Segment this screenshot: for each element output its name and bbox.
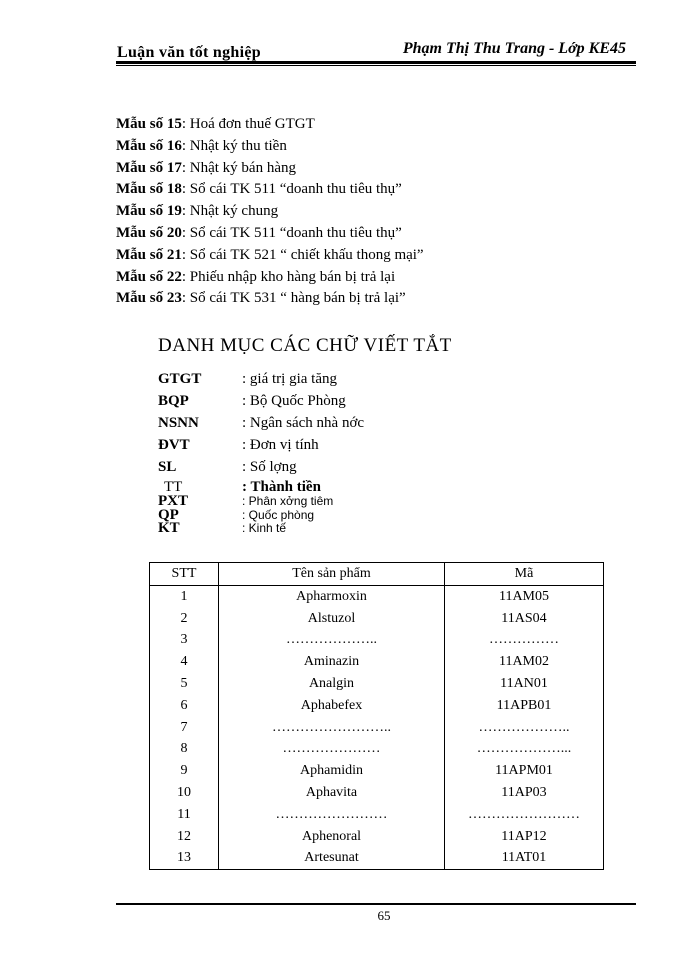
abbreviation-list — [158, 368, 364, 478]
cell-stt: 11 — [150, 804, 219, 826]
abbreviation-term: KT — [158, 520, 180, 536]
form-list-item — [116, 136, 424, 158]
form-title: : Sổ cái TK 511 “doanh thu tiêu thụ” — [181, 224, 402, 241]
cell-code: ………………... — [445, 738, 604, 760]
abbreviation-row — [158, 456, 364, 478]
cell-code: 11AM02 — [445, 651, 604, 673]
form-list-item — [116, 223, 424, 245]
cell-stt: 2 — [150, 608, 219, 630]
abbreviation-term: QP — [158, 506, 179, 523]
table-row — [150, 804, 604, 826]
form-list-item — [116, 245, 424, 267]
abbreviation-definition: : Phân xởng tiêm — [242, 494, 334, 508]
abbreviation-term: PXT — [158, 493, 188, 509]
abbreviation-row — [158, 368, 364, 390]
page-number: 65 — [377, 908, 391, 923]
form-title: : Sổ cái TK 531 “ hàng bán bị trả lại” — [181, 290, 406, 307]
cell-code: 11AP03 — [445, 782, 604, 804]
header-thesis-label: Luận văn tốt nghiệp — [117, 44, 261, 61]
form-number: Mẫu số 15 — [116, 116, 182, 132]
table-row — [150, 717, 604, 739]
abbreviation-term: ĐVT — [158, 437, 190, 453]
form-number: Mẫu số 17 — [116, 159, 182, 176]
column-header-product-name: Tên sản phẩm — [219, 563, 445, 586]
table-row — [150, 629, 604, 651]
form-list-item — [116, 201, 424, 223]
form-number: Mẫu số 19 — [116, 203, 182, 220]
cell-product-name: …………………….. — [219, 717, 445, 739]
form-number: Mẫu số 22 — [116, 268, 182, 285]
cell-product-name: Analgin — [219, 673, 445, 695]
table-row — [150, 738, 604, 760]
cell-product-name: Apharmoxin — [219, 585, 445, 607]
cell-product-name: Alstuzol — [219, 608, 445, 630]
abbreviation-term: NSNN — [158, 415, 199, 431]
form-number: Mẫu số 16 — [116, 137, 182, 154]
cell-product-name: Aphabefex — [219, 695, 445, 717]
cell-product-name: Aminazin — [219, 651, 445, 673]
header-divider — [116, 61, 636, 66]
table-row — [150, 826, 604, 848]
form-number: Mẫu số 18 — [116, 181, 182, 198]
abbreviation-title: DANH MỤC CÁC CHỮ VIẾT TẮT — [158, 335, 452, 356]
cell-code: 11AM05 — [445, 585, 604, 607]
abbreviation-definition: : Quốc phòng — [242, 507, 315, 522]
cell-stt: 7 — [150, 717, 219, 739]
cell-product-name: ………………… — [219, 738, 445, 760]
table-row — [150, 673, 604, 695]
table-row — [150, 651, 604, 673]
footer-divider — [116, 903, 636, 905]
cell-stt: 12 — [150, 826, 219, 848]
table-row — [150, 695, 604, 717]
cell-code: 11AS04 — [445, 608, 604, 630]
abbreviation-definition: : Ngân sách nhà nớc — [242, 415, 365, 431]
form-title: : Nhật ký thu tiền — [181, 137, 287, 154]
cell-code: …………………… — [445, 804, 604, 826]
cell-code: ……………….. — [445, 717, 604, 739]
cell-stt: 10 — [150, 782, 219, 804]
cell-stt: 4 — [150, 651, 219, 673]
form-title: : Sổ cái TK 521 “ chiết khấu thong mại” — [181, 246, 424, 263]
table-row — [150, 760, 604, 782]
cell-product-name: …………………… — [219, 804, 445, 826]
cell-code: 11AT01 — [445, 847, 604, 869]
abbreviation-term: TT — [164, 479, 183, 495]
form-title: : Nhật ký chung — [181, 203, 279, 220]
cell-stt: 6 — [150, 695, 219, 717]
cell-product-name: Artesunat — [219, 847, 445, 869]
abbreviation-row — [158, 521, 333, 535]
abbreviation-definition: : Số lợng — [242, 459, 297, 475]
form-title: : Phiếu nhập kho hàng bán bị trả lại — [181, 268, 396, 285]
abbreviation-term: GTGT — [158, 371, 202, 387]
abbreviation-definition: : Đơn vị tính — [242, 437, 319, 453]
abbreviation-definition: : giá trị gia tăng — [242, 371, 337, 387]
form-title: : Sổ cái TK 511 “doanh thu tiêu thụ” — [181, 181, 402, 198]
table-row — [150, 847, 604, 869]
cell-product-name: Aphavita — [219, 782, 445, 804]
table-header-row — [150, 563, 604, 586]
abbreviation-list-compact — [158, 480, 333, 535]
form-title: : Hoá đơn thuế GTGT — [181, 116, 315, 132]
form-list-item — [116, 114, 424, 136]
abbreviation-row — [158, 434, 364, 456]
abbreviation-term: BQP — [158, 393, 189, 409]
cell-code: 11APB01 — [445, 695, 604, 717]
cell-code: …………… — [445, 629, 604, 651]
header-author: Phạm Thị Thu Trang - Lớp KE45 — [402, 40, 626, 57]
form-list-item — [116, 158, 424, 180]
cell-code: 11AP12 — [445, 826, 604, 848]
column-header-code: Mã — [445, 563, 604, 586]
column-header-stt: STT — [150, 563, 219, 586]
cell-stt: 9 — [150, 760, 219, 782]
table-body — [150, 585, 604, 869]
cell-product-name: Aphenoral — [219, 826, 445, 848]
abbreviation-row — [158, 494, 333, 508]
form-number: Mẫu số 21 — [116, 246, 182, 263]
cell-stt: 13 — [150, 847, 219, 869]
form-list-item — [116, 179, 424, 201]
abbreviation-row — [158, 390, 364, 412]
product-table — [149, 562, 604, 870]
abbreviation-definition: : Bộ Quốc Phòng — [242, 393, 346, 409]
cell-code: 11APM01 — [445, 760, 604, 782]
cell-product-name: Aphamidin — [219, 760, 445, 782]
form-number: Mẫu số 23 — [116, 290, 182, 307]
form-list-item — [116, 267, 424, 289]
cell-stt: 5 — [150, 673, 219, 695]
table-row — [150, 782, 604, 804]
cell-code: 11AN01 — [445, 673, 604, 695]
cell-stt: 8 — [150, 738, 219, 760]
abbreviation-row — [158, 480, 333, 494]
form-number: Mẫu số 20 — [116, 224, 182, 241]
abbreviation-row — [158, 508, 333, 522]
cell-product-name: ……………….. — [219, 629, 445, 651]
abbreviation-term: SL — [158, 459, 177, 475]
abbreviation-row — [158, 412, 364, 434]
abbreviation-definition: : Thành tiền — [242, 479, 321, 495]
form-list — [116, 114, 424, 310]
cell-stt: 3 — [150, 629, 219, 651]
form-list-item — [116, 288, 424, 310]
abbreviation-definition: : Kinh tế — [242, 521, 287, 535]
cell-stt: 1 — [150, 585, 219, 607]
form-title: : Nhật ký bán hàng — [181, 159, 296, 176]
table-row — [150, 585, 604, 607]
table-row — [150, 608, 604, 630]
